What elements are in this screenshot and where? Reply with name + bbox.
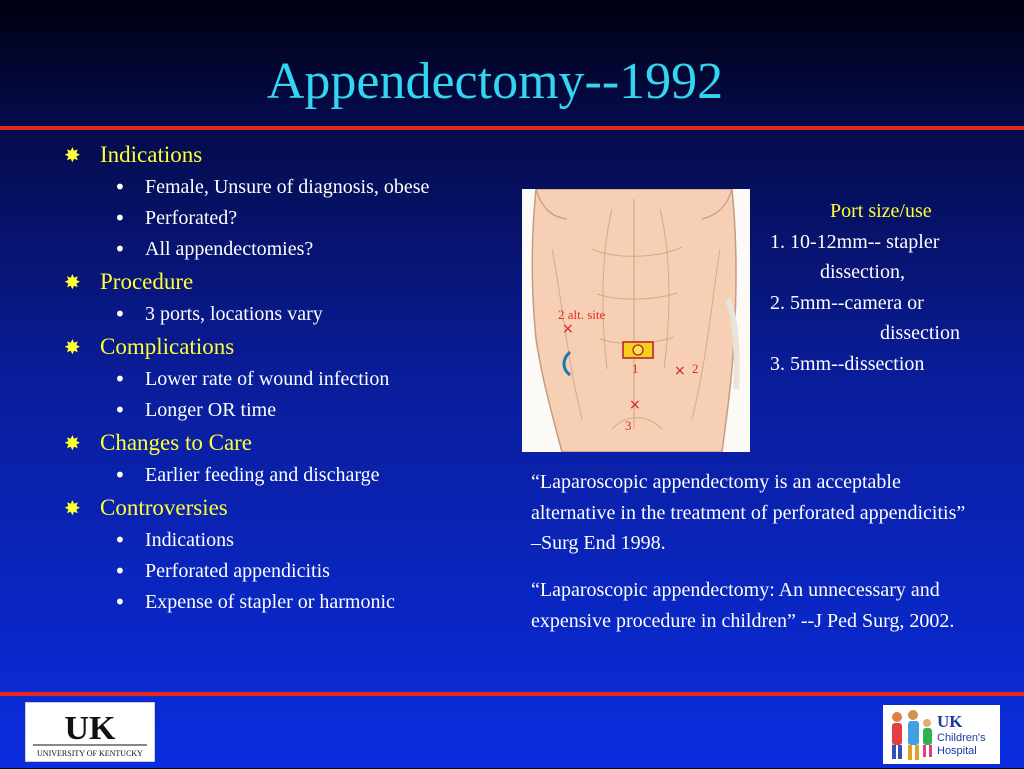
childrens-hospital-logo-graphic	[883, 705, 1000, 764]
outline-item: • Indications	[114, 528, 234, 552]
outline-item: • Lower rate of wound infection	[114, 367, 390, 391]
bottom-divider	[0, 692, 1024, 696]
slide-title: Appendectomy--1992	[266, 53, 724, 110]
quote-surg-endosc: “Laparoscopic appendectomy is an acceptable alternative in the treatment of perforated appendicitis” –Surg End 1998.	[531, 471, 966, 554]
university-of-kentucky-logo	[25, 702, 155, 762]
port-size-heading: Port size/use	[830, 200, 932, 222]
port-2-mark: ×	[674, 363, 686, 379]
quote-j-ped-surg: “Laparoscopic appendectomy: An unnecessary and expensive procedure in children” --J Ped Surg, 2002.	[531, 579, 955, 632]
bullet-icon: •	[114, 206, 126, 230]
uk-logo-text: UK	[64, 710, 116, 747]
outline-heading: ✸ Complications	[62, 332, 482, 362]
port-size-line: dissection	[880, 322, 960, 344]
port-size-line: 1. 10-12mm-- stapler	[770, 230, 940, 253]
uk-logo-graphic	[25, 702, 155, 762]
port-size-line: dissection,	[820, 261, 905, 283]
abdomen-port-diagram	[522, 189, 750, 452]
port-3-mark: ×	[629, 397, 641, 413]
outline-item: • 3 ports, locations vary	[114, 302, 323, 326]
uk-logo-caption: UNIVERSITY OF KENTUCKY	[37, 749, 143, 758]
port-size-line: 3. 5mm--dissection	[770, 352, 925, 375]
outline-heading: ✸ Changes to Care	[62, 428, 482, 458]
outline-item: • Longer OR time	[114, 398, 277, 422]
asterisk-bullet-icon: ✸	[64, 431, 81, 455]
outline-item: • All appendectomies?	[114, 237, 314, 261]
port-size-panel	[770, 196, 1010, 379]
port-3-label: 3	[625, 418, 632, 433]
asterisk-bullet-icon: ✸	[64, 335, 81, 359]
kids-logo-line1: Children's	[937, 732, 986, 744]
outline-item: • Female, Unsure of diagnosis, obese	[114, 175, 430, 199]
asterisk-bullet-icon: ✸	[64, 270, 81, 294]
kids-logo-uk: UK	[937, 712, 963, 731]
outline-item: • Expense of stapler or harmonic	[114, 590, 395, 614]
bullet-icon: •	[114, 367, 126, 391]
alt-site-label: 2 alt. site	[558, 307, 606, 322]
bullet-icon: •	[114, 175, 126, 199]
port-1-label: 1	[632, 361, 639, 376]
port-2-alt-mark: ×	[562, 321, 574, 337]
bullet-icon: •	[114, 463, 126, 487]
outline-list	[62, 138, 482, 620]
outline-item: • Perforated appendicitis	[114, 559, 330, 583]
asterisk-bullet-icon: ✸	[64, 496, 81, 520]
bullet-icon: •	[114, 590, 126, 614]
outline-item: • Earlier feeding and discharge	[114, 463, 380, 487]
outline-item: • Perforated?	[114, 206, 238, 230]
bullet-icon: •	[114, 559, 126, 583]
port-2-label: 2	[692, 361, 699, 376]
bullet-icon: •	[114, 398, 126, 422]
outline-heading: ✸ Procedure	[62, 267, 482, 297]
port-size-line: 2. 5mm--camera or	[770, 291, 924, 314]
asterisk-bullet-icon: ✸	[64, 143, 81, 167]
kids-logo-line2: Hospital	[937, 745, 977, 757]
outline-heading: ✸ Controversies	[62, 493, 482, 523]
outline-heading: ✸ Indications	[62, 140, 482, 170]
bullet-icon: •	[114, 528, 126, 552]
top-divider	[0, 126, 1024, 130]
bullet-icon: •	[114, 237, 126, 261]
uk-childrens-hospital-logo	[883, 705, 1000, 764]
bullet-icon: •	[114, 302, 126, 326]
